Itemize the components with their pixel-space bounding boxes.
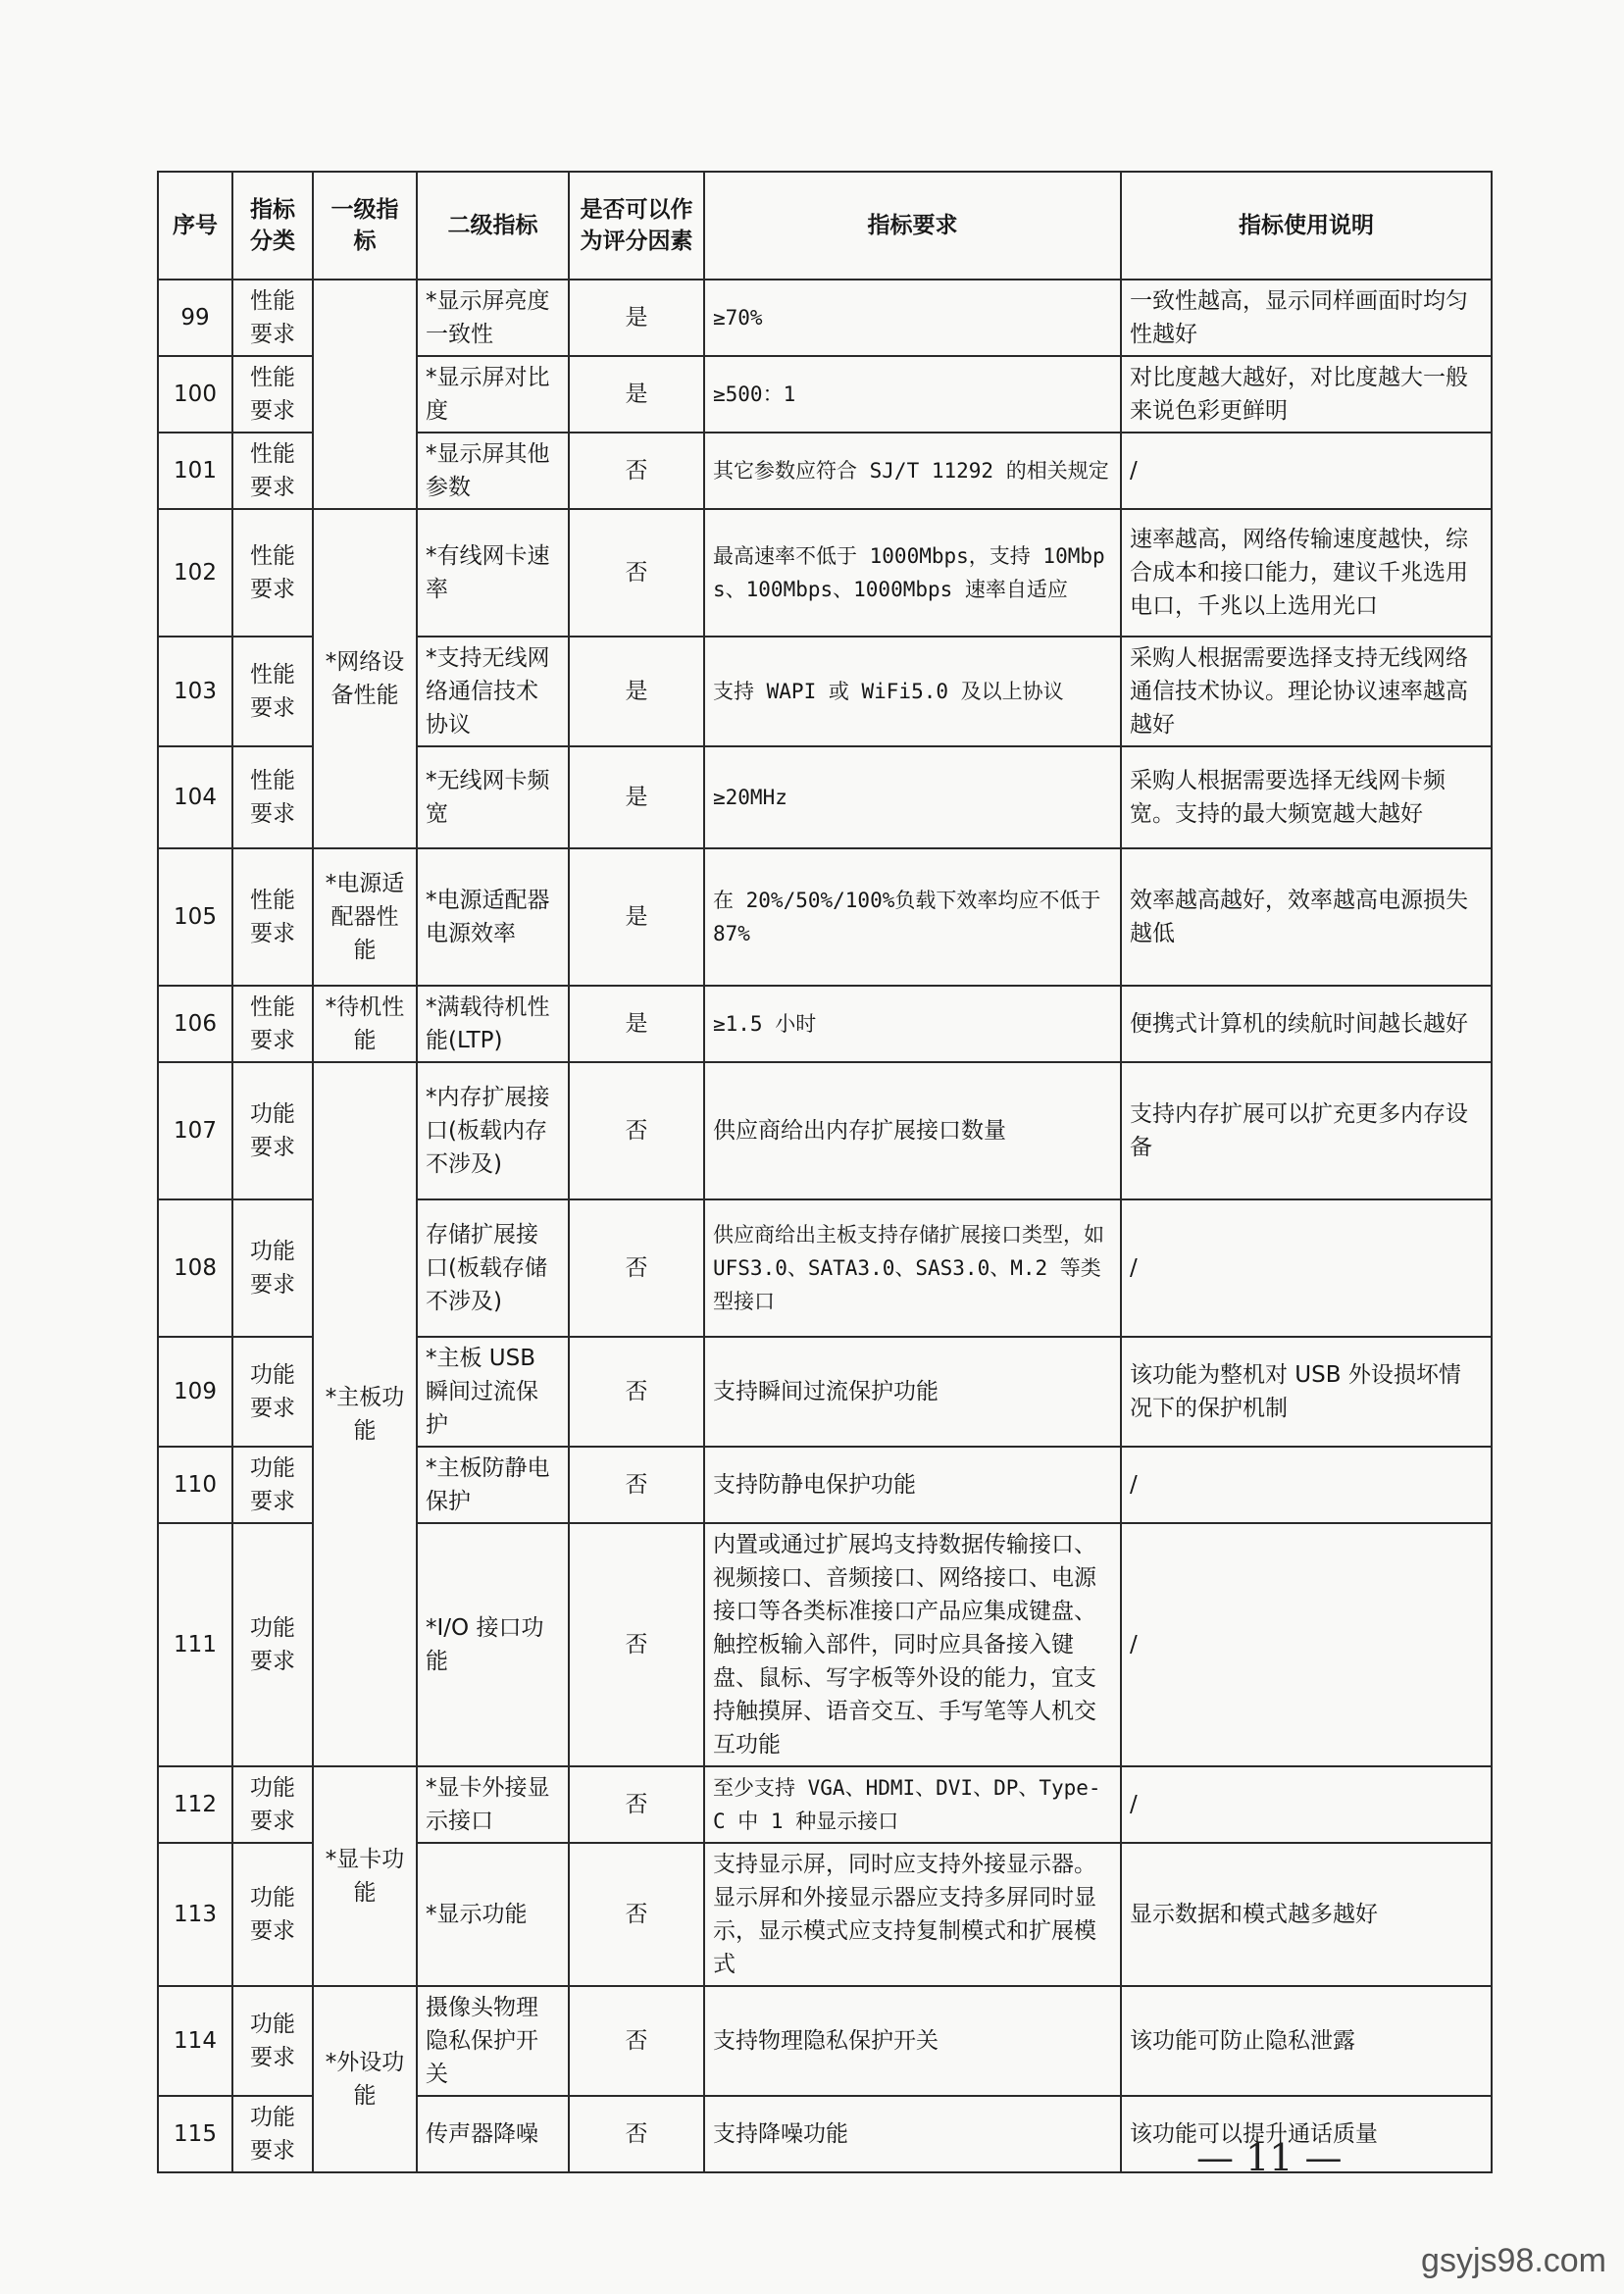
table-row — [158, 986, 1492, 1062]
row-note: 显示数据和模式越多越好 — [1121, 1843, 1492, 1986]
row-category: 功能要求 — [232, 1766, 313, 1843]
row-no: 106 — [158, 986, 232, 1062]
header-level1: 一级指标 — [313, 172, 417, 280]
row-scoring: 否 — [569, 1523, 704, 1766]
row-note: 该功能可防止隐私泄露 — [1121, 1986, 1492, 2096]
table-row — [158, 280, 1492, 356]
row-note: / — [1121, 1199, 1492, 1337]
level1-display — [313, 280, 417, 509]
row-note: 对比度越大越好，对比度越大一般来说色彩更鲜明 — [1121, 356, 1492, 433]
row-scoring: 否 — [569, 433, 704, 509]
row-level2: *显卡外接显示接口 — [417, 1766, 569, 1843]
row-requirement: ≥70% — [704, 280, 1121, 356]
row-level2: *支持无线网络通信技术协议 — [417, 637, 569, 746]
row-no: 104 — [158, 746, 232, 848]
row-level2: *显示屏亮度一致性 — [417, 280, 569, 356]
row-scoring: 是 — [569, 986, 704, 1062]
row-scoring: 否 — [569, 1843, 704, 1986]
level1-standby: *待机性能 — [313, 986, 417, 1062]
row-scoring: 是 — [569, 356, 704, 433]
row-level2: *主板防静电保护 — [417, 1447, 569, 1523]
row-category: 功能要求 — [232, 1843, 313, 1986]
row-requirement: ≥1.5 小时 — [704, 986, 1121, 1062]
row-note: 采购人根据需要选择无线网卡频宽。支持的最大频宽越大越好 — [1121, 746, 1492, 848]
row-requirement: 支持 WAPI 或 WiFi5.0 及以上协议 — [704, 637, 1121, 746]
level1-graphics: *显卡功能 — [313, 1766, 417, 1986]
row-note: / — [1121, 1447, 1492, 1523]
row-note: 支持内存扩展可以扩充更多内存设备 — [1121, 1062, 1492, 1199]
row-note: 便携式计算机的续航时间越长越好 — [1121, 986, 1492, 1062]
row-category: 性能要求 — [232, 280, 313, 356]
header-requirement: 指标要求 — [704, 172, 1121, 280]
row-note: / — [1121, 1766, 1492, 1843]
table-row — [158, 1062, 1492, 1199]
row-note: 采购人根据需要选择支持无线网络通信技术协议。理论协议速率越高越好 — [1121, 637, 1492, 746]
row-category: 功能要求 — [232, 1199, 313, 1337]
row-note: / — [1121, 1523, 1492, 1766]
row-no: 100 — [158, 356, 232, 433]
row-level2: *有线网卡速率 — [417, 509, 569, 637]
row-level2: 传声器降噪 — [417, 2096, 569, 2172]
indicator-table — [157, 171, 1493, 2173]
row-no: 107 — [158, 1062, 232, 1199]
row-category: 功能要求 — [232, 1523, 313, 1766]
row-level2: 存储扩展接口(板载存储不涉及) — [417, 1199, 569, 1337]
level1-mainboard: *主板功能 — [313, 1062, 417, 1766]
row-requirement: 支持降噪功能 — [704, 2096, 1121, 2172]
row-requirement: 支持显示屏，同时应支持外接显示器。显示屏和外接显示器应支持多屏同时显示，显示模式应支持复制模式和扩展模式 — [704, 1843, 1121, 1986]
row-no: 111 — [158, 1523, 232, 1766]
row-no: 113 — [158, 1843, 232, 1986]
row-note: 速率越高，网络传输速度越快，综合成本和接口能力，建议千兆选用电口，千兆以上选用光口 — [1121, 509, 1492, 637]
row-level2: *无线网卡频宽 — [417, 746, 569, 848]
row-no: 101 — [158, 433, 232, 509]
row-scoring: 是 — [569, 280, 704, 356]
row-category: 功能要求 — [232, 2096, 313, 2172]
row-scoring: 是 — [569, 746, 704, 848]
row-requirement: 供应商给出主板支持存储扩展接口类型，如 UFS3.0、SATA3.0、SAS3.0、M.2 等类型接口 — [704, 1199, 1121, 1337]
row-scoring: 是 — [569, 637, 704, 746]
row-no: 109 — [158, 1337, 232, 1447]
row-scoring: 否 — [569, 1447, 704, 1523]
row-category: 功能要求 — [232, 1447, 313, 1523]
row-category: 性能要求 — [232, 746, 313, 848]
row-level2: *主板 USB 瞬间过流保护 — [417, 1337, 569, 1447]
table-row — [158, 1766, 1492, 1843]
header-scoring: 是否可以作为评分因素 — [569, 172, 704, 280]
row-no: 102 — [158, 509, 232, 637]
row-category: 性能要求 — [232, 356, 313, 433]
row-requirement: 其它参数应符合 SJ/T 11292 的相关规定 — [704, 433, 1121, 509]
row-no: 103 — [158, 637, 232, 746]
row-requirement: 支持防静电保护功能 — [704, 1447, 1121, 1523]
header-note: 指标使用说明 — [1121, 172, 1492, 280]
row-note: 效率越高越好，效率越高电源损失越低 — [1121, 848, 1492, 986]
row-category: 性能要求 — [232, 509, 313, 637]
row-no: 115 — [158, 2096, 232, 2172]
row-category: 功能要求 — [232, 1062, 313, 1199]
row-level2: *I/O 接口功能 — [417, 1523, 569, 1766]
row-requirement: 支持瞬间过流保护功能 — [704, 1337, 1121, 1447]
row-no: 112 — [158, 1766, 232, 1843]
row-level2: *显示屏对比度 — [417, 356, 569, 433]
row-requirement: 在 20%/50%/100%负载下效率均应不低于 87% — [704, 848, 1121, 986]
level1-peripheral: *外设功能 — [313, 1986, 417, 2172]
level1-power: *电源适配器性能 — [313, 848, 417, 986]
row-category: 性能要求 — [232, 848, 313, 986]
header-no: 序号 — [158, 172, 232, 280]
row-scoring: 否 — [569, 509, 704, 637]
row-no: 108 — [158, 1199, 232, 1337]
row-no: 105 — [158, 848, 232, 986]
row-level2: *电源适配器电源效率 — [417, 848, 569, 986]
row-level2: 摄像头物理隐私保护开关 — [417, 1986, 569, 2096]
row-scoring: 否 — [569, 1766, 704, 1843]
table-header-row — [158, 172, 1492, 280]
row-scoring: 否 — [569, 1986, 704, 2096]
row-note: 该功能为整机对 USB 外设损坏情况下的保护机制 — [1121, 1337, 1492, 1447]
row-no: 114 — [158, 1986, 232, 2096]
row-requirement: 内置或通过扩展坞支持数据传输接口、视频接口、音频接口、网络接口、电源接口等各类标准接口产品应集成键盘、触控板输入部件，同时应具备接入键盘、鼠标、写字板等外设的能力，宜支持触摸屏、语音交互、手写笔等人机交互功能 — [704, 1523, 1121, 1766]
row-category: 性能要求 — [232, 433, 313, 509]
row-no: 110 — [158, 1447, 232, 1523]
row-requirement: ≥20MHz — [704, 746, 1121, 848]
page-number: — 11 — — [1196, 2136, 1343, 2179]
row-requirement: 最高速率不低于 1000Mbps，支持 10Mbps、100Mbps、1000Mbps 速率自适应 — [704, 509, 1121, 637]
row-scoring: 否 — [569, 1337, 704, 1447]
row-requirement: 供应商给出内存扩展接口数量 — [704, 1062, 1121, 1199]
row-level2: *显示屏其他参数 — [417, 433, 569, 509]
row-scoring: 是 — [569, 848, 704, 986]
table-row — [158, 1986, 1492, 2096]
row-note: 该功能可以提升通话质量 — [1121, 2096, 1492, 2172]
row-scoring: 否 — [569, 2096, 704, 2172]
row-scoring: 否 — [569, 1062, 704, 1199]
table-row — [158, 509, 1492, 637]
row-note: / — [1121, 433, 1492, 509]
row-requirement: 至少支持 VGA、HDMI、DVI、DP、Type-C 中 1 种显示接口 — [704, 1766, 1121, 1843]
row-scoring: 否 — [569, 1199, 704, 1337]
header-level2: 二级指标 — [417, 172, 569, 280]
row-no: 99 — [158, 280, 232, 356]
row-level2: *显示功能 — [417, 1843, 569, 1986]
row-requirement: ≥500：1 — [704, 356, 1121, 433]
row-category: 功能要求 — [232, 1986, 313, 2096]
header-category: 指标分类 — [232, 172, 313, 280]
level1-network: *网络设备性能 — [313, 509, 417, 848]
row-category: 性能要求 — [232, 637, 313, 746]
watermark: gsyjs98.com — [1421, 2242, 1606, 2279]
row-note: 一致性越高，显示同样画面时均匀性越好 — [1121, 280, 1492, 356]
row-requirement: 支持物理隐私保护开关 — [704, 1986, 1121, 2096]
row-level2: *满载待机性能(LTP) — [417, 986, 569, 1062]
table-row — [158, 848, 1492, 986]
row-category: 功能要求 — [232, 1337, 313, 1447]
row-category: 性能要求 — [232, 986, 313, 1062]
row-level2: *内存扩展接口(板载内存不涉及) — [417, 1062, 569, 1199]
